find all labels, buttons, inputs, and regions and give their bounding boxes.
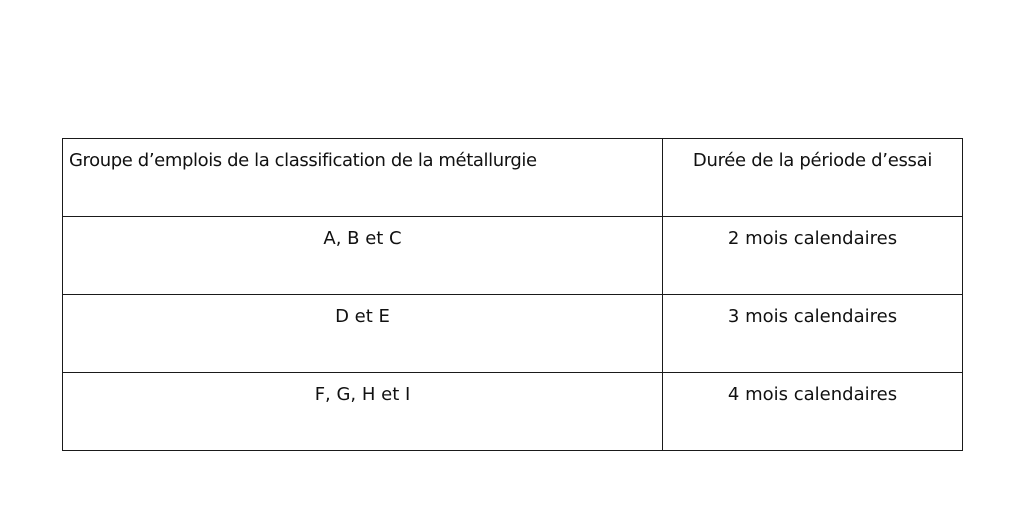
table-row [63, 217, 963, 295]
cell-trial-duration [663, 217, 963, 295]
table-row [63, 373, 963, 451]
cell-trial-duration-text: 4 mois calendaires [727, 384, 898, 405]
cell-trial-duration [663, 295, 963, 373]
cell-trial-duration [663, 373, 963, 451]
cell-job-group [63, 373, 663, 451]
cell-job-group [63, 295, 663, 373]
trial-period-table-container [62, 138, 962, 451]
trial-period-table [62, 138, 963, 451]
header-job-group-label: Groupe d’emplois de la classification de la métallurgie [69, 150, 537, 171]
cell-job-group-text: A, B et C [323, 228, 402, 249]
cell-job-group-text: F, G, H et I [314, 384, 411, 405]
table-row [63, 295, 963, 373]
cell-trial-duration-text: 2 mois calendaires [727, 228, 898, 249]
header-job-group [63, 139, 663, 217]
header-trial-duration [663, 139, 963, 217]
cell-job-group [63, 217, 663, 295]
cell-job-group-text: D et E [335, 306, 390, 327]
table-header-row [63, 139, 963, 217]
cell-trial-duration-text: 3 mois calendaires [727, 306, 898, 327]
header-trial-duration-label: Durée de la période d’essai [692, 150, 933, 171]
